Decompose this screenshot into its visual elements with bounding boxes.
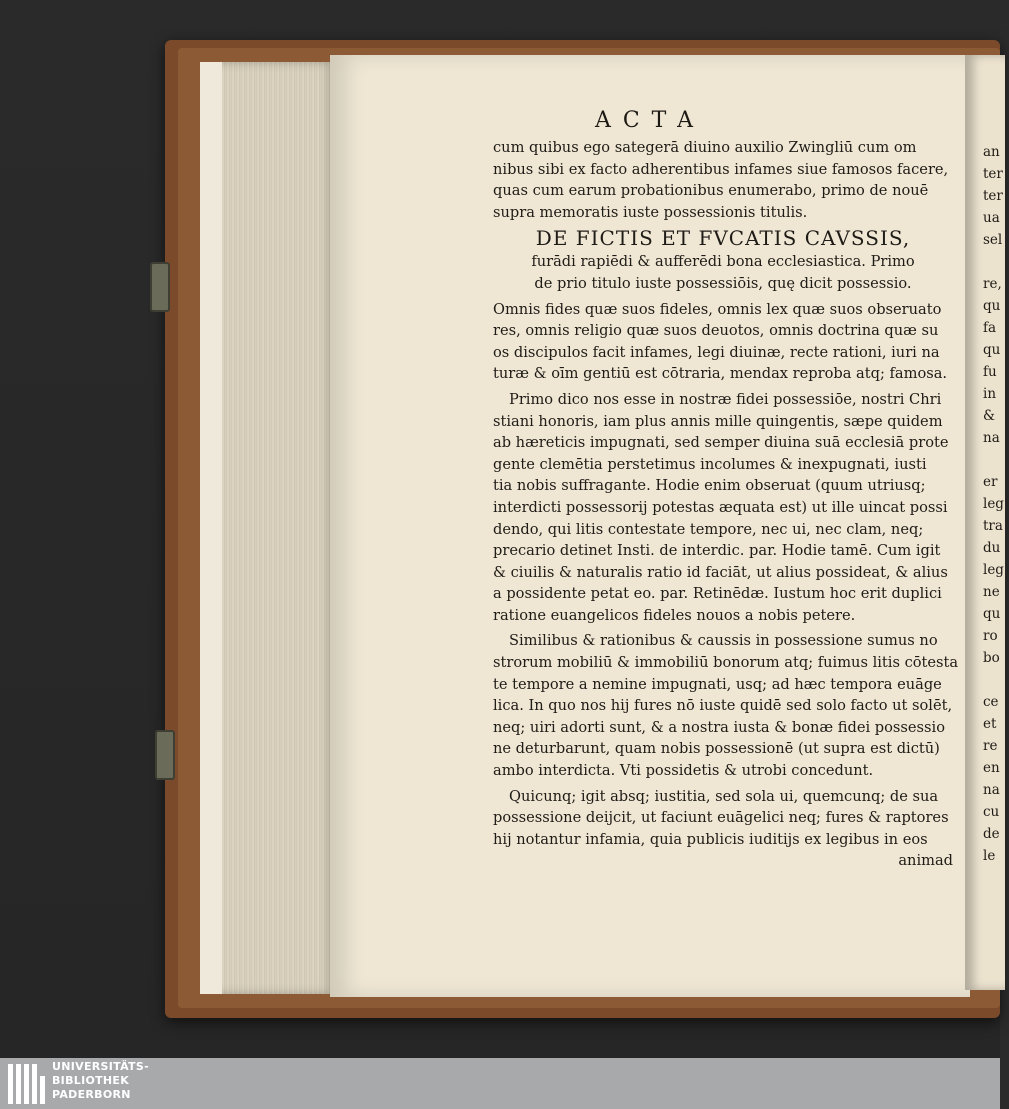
text-line: dendo, qui litis contestate tempore, nec ui, nec clam, neq; [493,520,924,538]
margin-fragment [983,669,1009,691]
text-line: tia nobis suffragante. Hodie enim obseruat (quum utriusq; [493,477,926,495]
margin-fragment: ter [983,166,1003,182]
margin-fragment: bo [983,650,1000,666]
recto-page-edge [965,55,1005,990]
margin-fragment: et [983,716,997,732]
margin-fragment: fa [983,320,997,336]
margin-fragment: re [983,738,998,754]
paragraph-1 [493,299,953,385]
text-line: quas cum earum probationibus enumerabo, primo de nouē [493,182,929,200]
text-line: res, omnis religio quæ suos deuotos, omnis doctrina quæ su [493,322,939,340]
text-line: supra memoratis iuste possessionis titulis. [493,203,808,221]
paragraph-4 [493,786,953,851]
text-line: hij notantur infamia, quia publicis iuditijs ex legibus in eos [493,830,928,848]
text-line: stiani honoris, iam plus annis mille quingentis, sæpe quidem [493,412,943,430]
margin-fragment: re, [983,276,1002,292]
text-line: interdicti possessorij potestas æquata est) ut ille uincat possi [493,498,948,516]
margin-fragment: ce [983,694,999,710]
section-heading: DE FICTIS ET FVCATIS CAVSSIS, [535,226,911,251]
library-logo-icon [8,1064,46,1104]
text-line: lica. In quo nos hij fures nō iuste quidē sed solo facto ut solēt, [493,697,953,715]
margin-fragment: en [983,760,1000,776]
library-name-line3: PADERBORN [52,1088,131,1101]
margin-fragment: sel [983,232,1003,248]
footer-bar [0,1058,1000,1109]
text-line: cum quibus ego sategerā diuino auxilio Zwingliū cum om [493,139,917,156]
margin-fragment: qu [983,342,1001,358]
text-line: a possidente petat eo. par. Retinēdæ. Iustum hoc erit duplici [493,585,942,603]
margin-fragment: er [983,474,998,490]
text-line: Primo dico nos esse in nostræ fidei possessiōe, nostri Chri [509,390,942,408]
paragraph-3 [493,630,959,781]
margin-fragment: an [983,144,1000,160]
text-line: Quicunq; igit absq; iustitia, sed sola ui, quemcunq; de sua [509,787,939,805]
paragraph-2 [493,389,953,627]
text-line: ambo interdicta. Vti possidetis & utrobi concedunt. [493,762,874,780]
library-name-line2: BIBLIOTHEK [52,1074,130,1087]
text-line: precario detinet Insti. de interdic. par. Hodie tamē. Cum igit [493,542,941,560]
margin-fragment: ua [983,210,1000,226]
page-text-block [493,137,959,872]
text-line: nibus sibi ex facto adherentibus infames siue famosos facere, [493,160,949,178]
text-line: Similibus & rationibus & caussis in possessione sumus no [509,632,938,650]
margin-fragment: in [983,386,997,402]
margin-fragment: qu [983,606,1001,622]
margin-fragment: qu [983,298,1001,314]
margin-fragment: na [983,782,1000,798]
text-line: gente clemētia perstetimus incolumes & inexpugnati, iusti [493,455,927,473]
text-line: neq; uiri adorti sunt, & a nostra iusta & bonæ fidei possessio [493,718,945,736]
catchword: animad [898,852,953,870]
margin-fragment: tra [983,518,1003,534]
library-name-line1: UNIVERSITÄTS- [52,1060,149,1073]
text-line: ratione euangelicos fideles nouos a nobis petere. [493,606,856,624]
text-line: Omnis fides quæ suos fideles, omnis lex quæ suos obseruato [493,300,942,318]
margin-fragment: ro [983,628,998,644]
text-line: ne deturbarunt, quam nobis possessionē (ut supra est dictū) [493,740,940,758]
text-line: ab hæreticis impugnati, sed semper diuina suā ecclesiā prote [493,434,949,452]
margin-fragment [983,251,1009,273]
text-line: de prio titulo iuste possessiōis, quę dicit possessio. [534,274,912,292]
margin-fragment: fu [983,364,997,380]
margin-fragment: ne [983,584,1000,600]
margin-fragment: & [983,408,996,424]
text-line: te tempore a nemine impugnati, usq; ad hæc tempora euāge [493,675,942,693]
section-subheading [493,251,953,294]
text-line: strorum mobiliū & immobiliū bonorum atq; fuimus litis cōtesta [493,654,959,672]
margin-fragment: cu [983,804,1000,820]
library-name [52,1060,149,1102]
running-head: ACTA [594,108,706,133]
text-line: possessione deijcit, ut faciunt euāgelici neq; fures & raptores [493,809,949,827]
margin-fragment: le [983,848,996,864]
margin-fragment: na [983,430,1000,446]
endpaper-strip [200,62,222,994]
verso-page [330,55,970,997]
text-line: & ciuilis & naturalis ratio id faciāt, ut alius possideat, & alius [493,563,948,581]
clasp-lower-icon [155,730,175,780]
intro-paragraph [493,137,953,223]
clasp-upper-icon [150,262,170,312]
margin-fragment: ter [983,188,1003,204]
text-line: furādi rapiēdi & aufferēdi bona ecclesiastica. Primo [531,253,915,271]
margin-fragment: du [983,540,1001,556]
text-line: turæ & oīm gentiū est cōtraria, mendax reproba atq; famosa. [493,365,948,383]
recto-visible-fragments [983,141,1009,867]
margin-fragment: leg [983,496,1004,512]
margin-fragment: de [983,826,1000,842]
text-line: os discipulos facit infames, legi diuinæ, recte rationi, iuri na [493,343,940,361]
margin-fragment [983,449,1009,471]
margin-fragment: leg [983,562,1004,578]
